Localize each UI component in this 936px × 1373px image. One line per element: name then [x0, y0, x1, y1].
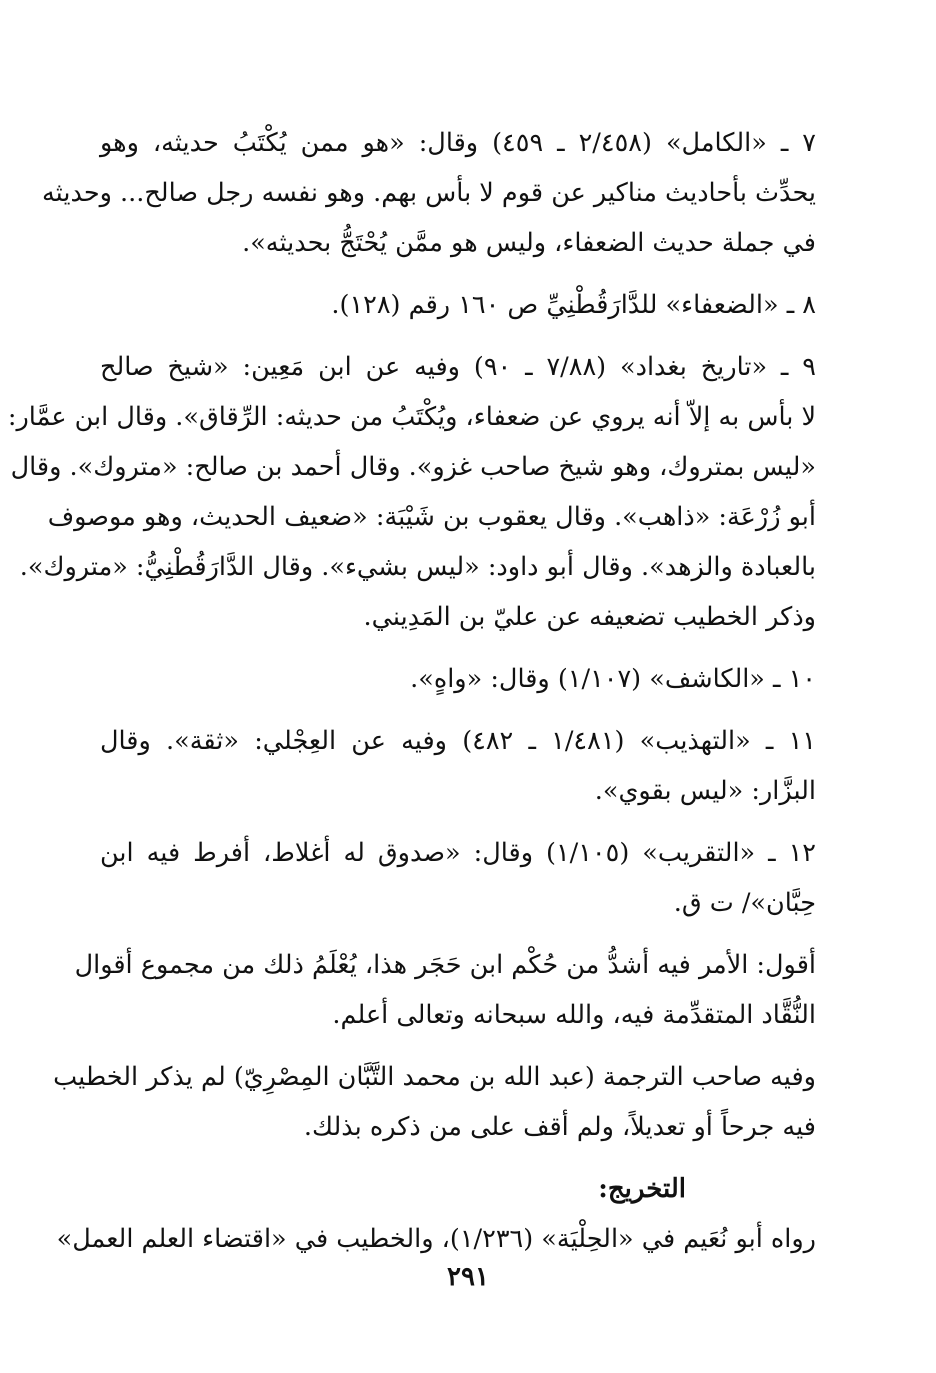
- text-line: ١٢ ـ «التقريب» (١/١٠٥) وقال: «صدوق له أغلاط، أفرط فيه ابن: [100, 838, 816, 868]
- paragraph-8: [100, 280, 816, 330]
- paragraph-comment: [74, 940, 816, 1040]
- paragraph-takhrij: [56, 1214, 816, 1264]
- page-body: [7, 118, 817, 1276]
- paragraph-note: [53, 1052, 816, 1152]
- text-line: يحدِّث بأحاديث مناكير عن قوم لا بأس بهم. وهو نفسه رجل صالح... وحديثه: [41, 178, 816, 208]
- paragraph-12: [100, 828, 816, 928]
- text-line: فيه جرحاً أو تعديلاً، ولم أقف على من ذكره بذلك.: [303, 1112, 816, 1142]
- paragraph-7: [41, 118, 816, 268]
- paragraph-9: [7, 342, 816, 642]
- text-line: البزَّار: «ليس بقوي».: [594, 776, 816, 806]
- text-line: ٩ ـ «تاريخ بغداد» (٧/٨٨ ـ ٩٠) وفيه عن ابن مَعِين: «شيخ صالح: [100, 352, 816, 382]
- page-number: ٢٩١: [447, 1262, 489, 1292]
- text-line: بالعبادة والزهد». وقال أبو داود: «ليس بشيء». وقال الدَّارَقُطْنِيُّ: «متروك».: [19, 552, 816, 582]
- text-line: «ليس بمتروك، وهو شيخ صاحب غزو». وقال أحمد بن صالح: «متروك». وقال: [10, 452, 816, 482]
- text-line: رواه أبو نُعَيم في «الحِلْيَة» (١/٢٣٦)، والخطيب في «اقتضاء العلم العمل»: [56, 1224, 816, 1254]
- text-line: ١٠ ـ «الكاشف» (١/١٠٧) وقال: «واهٍ».: [410, 664, 816, 694]
- text-line: أقول: الأمر فيه أشدُّ من حُكْم ابن حَجَر هذا، يُعْلَمُ ذلك من مجموع أقوال: [74, 950, 816, 980]
- text-line: وفيه صاحب الترجمة (عبد الله بن محمد التَّبَّان المِصْرِيّ) لم يذكر الخطيب: [53, 1062, 816, 1092]
- text-line: النُّقَّاد المتقدِّمة فيه، والله سبحانه وتعالى أعلم.: [332, 1000, 816, 1030]
- text-line: أبو زُرْعَة: «ذاهب». وقال يعقوب بن شَيْبَة: «ضعيف الحديث، وهو موصوف: [47, 502, 816, 532]
- text-line: في جملة حديث الضعفاء، وليس هو ممَّن يُحْتَجُّ بحديثه».: [242, 228, 816, 258]
- text-line: حِبَّان»/ ت ق.: [673, 888, 816, 918]
- paragraph-10: [100, 654, 816, 704]
- text-line: وذكر الخطيب تضعيفه عن عليّ بن المَدِيني.: [363, 602, 816, 632]
- text-line: ٧ ـ «الكامل» (٢/٤٥٨ ـ ٤٥٩) وقال: «هو ممن يُكْتَبُ حديثه، وهو: [100, 128, 816, 158]
- paragraph-11: [100, 716, 816, 816]
- text-line: ٨ ـ «الضعفاء» للدَّارَقُطْنِيِّ ص ١٦٠ رقم (١٢٨).: [331, 290, 816, 320]
- text-line: لا بأس به إلاّ أنه يروي عن ضعفاء، ويُكْتَبُ من حديثه: الرِّقاق». وقال ابن عمَّار:: [7, 402, 816, 432]
- section-heading: التخريج:: [598, 1174, 686, 1204]
- text-line: ١١ ـ «التهذيب» (١/٤٨١ ـ ٤٨٢) وفيه عن العِجْلي: «ثقة». وقال: [100, 726, 817, 756]
